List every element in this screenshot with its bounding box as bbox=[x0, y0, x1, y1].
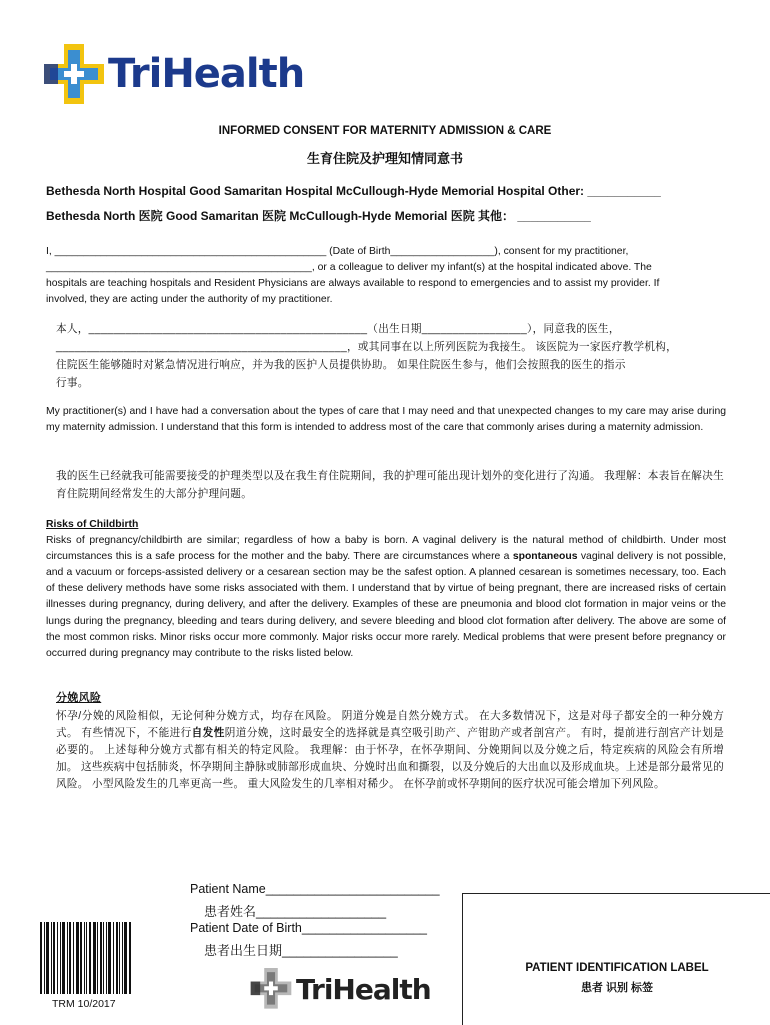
dob-field[interactable]: Patient Date of Birth__________________ bbox=[190, 921, 427, 935]
risks-heading-cn: 分娩风险 bbox=[56, 692, 102, 704]
risks-heading: Risks of Childbirth bbox=[46, 519, 139, 530]
hospital-options-cn[interactable]: Bethesda North 医院 Good Samaritan 医院 McCullough-Hyde Memorial 医院 其他： ___________ bbox=[46, 209, 591, 223]
dob-field-cn[interactable]: 患者出生日期________________ bbox=[204, 943, 398, 958]
hospital-options[interactable]: Bethesda North Hospital Good Samaritan Hospital McCullough-Hyde Memorial Hospital Other: ___________ bbox=[46, 184, 661, 198]
risks-cn bbox=[56, 690, 724, 793]
risks-en-text: vaginal delivery is not possible, and a vacuum or forceps-assisted delivery or a cesarean section may be the safest option. A planned cesarean is sometimes necessary, too. Each of these delivery methods have some risks associated with them. I understand that by virtue of being pregnant, there are increased risks of certain illnesses during pregnancy, during delivery, and after the delivery. Examples of these are pneumonia and blood clot formation in major veins or the lungs during the pregnancy, bleeding and tears during delivery, and severe bleeding and blood clot formation after delivery. The above are some of the most common risks. Minor risks occur more commonly. Major risks occur more rarely. Medical problems that were present before pregnancy or occurred during pregnancy may contribute to the risks listed below. bbox=[46, 551, 726, 659]
barcode bbox=[40, 922, 133, 994]
label-title: PATIENT IDENTIFICATION LABEL bbox=[525, 962, 709, 974]
consent-en-line: I, _______________________________________________ (Date of Birth__________________), consent for my practitioner, bbox=[46, 246, 629, 257]
consent-en-line: ______________________________________________, or a colleague to deliver my infant(s) at the hospital indicated above. The bbox=[46, 262, 652, 274]
trihealth-logo bbox=[44, 44, 305, 108]
consent-cn-line: 本人，_____________________________________________（出生日期_________________），同意我的医生， bbox=[56, 323, 620, 335]
form-code: TRM 10/2017 bbox=[52, 998, 116, 1010]
risks-cn-text: 怀孕/分娩的风险相似，无论何种分娩方式，均存在风险。 阴道分娩是自然分娩方式。 在大多数情况下，这是对母子都安全的一种分娩方式。 有些情况下，不能进行 bbox=[56, 710, 724, 739]
footer-logo-text: TriHealth bbox=[296, 973, 431, 1006]
label-title-cn: 患者 识别 标签 bbox=[580, 982, 654, 994]
patient-name-field-cn[interactable]: 患者姓名__________________ bbox=[204, 904, 387, 919]
logo-text: TriHealth bbox=[108, 51, 305, 97]
trihealth-cross-icon bbox=[44, 44, 104, 106]
consent-cn-line: _______________________________________________，或其同事在以上所列医院为我接生。 该医院为一家医疗教学机构， bbox=[56, 341, 678, 353]
conversation-en: My practitioner(s) and I have had a conversation about the types of care that I may need and that unexpected changes to my care may arise during my maternity admission. I understand that this form is intended to address most of the care that commonly arises during a maternity admission. bbox=[46, 406, 726, 434]
risks-en bbox=[46, 517, 726, 662]
form-title-cn: 生育住院及护理知情同意书 bbox=[306, 151, 463, 166]
footer-logo bbox=[250, 968, 430, 1012]
risks-cn-text: 阴道分娩，这时最安全的选择就是真空吸引助产、产钳助产或者剖宫产。 有时，提前进行剖宫产计划是必要的。 上述每种分娩方式都有相关的特定风险。 我理解：由于怀孕，在怀孕期间、分娩期间以及分娩之后，特定疾病的风险会有所增加。 这些疾病中包括肺炎，怀孕期间主静脉或肺部形成血块、分娩时出血和撕裂，以及分娩后的大出血以及形成血块。上述是部分最常见的风险。 小型风险发生的几率更高一些。 重大风险发生的几率相对稀少。 在怀孕前或怀孕期间的医疗状况可能会增加下列风险。 bbox=[56, 727, 725, 790]
consent-cn bbox=[56, 320, 724, 392]
consent-en-line: involved, they are acting under the authority of my practitioner. bbox=[46, 294, 333, 306]
consent-cn-line: 住院医生能够随时对紧急情况进行响应，并为我的医护人员提供协助。 如果住院医生参与，他们会按照我的医生的指示 bbox=[56, 359, 626, 371]
conversation-cn: 我的医生已经就我可能需要接受的护理类型以及在我生育住院期间，我的护理可能出现计划外的变化进行了沟通。 我理解：本表旨在解决生育住院期间经常发生的大部分护理问题。 bbox=[56, 470, 724, 500]
patient-name-field[interactable]: Patient Name_________________________ bbox=[190, 882, 440, 896]
consent-en bbox=[46, 244, 726, 308]
risks-en-bold: spontaneous bbox=[512, 551, 578, 563]
risks-cn-body bbox=[56, 708, 724, 793]
patient-id-label-box bbox=[462, 893, 770, 1025]
risks-en-body bbox=[46, 533, 726, 662]
risks-en-text: Risks of pregnancy/childbirth are similar; regardless of how a baby is born. A vaginal delivery is the natural method of childbirth. Under most circumstances this is a safe process for the mother and the baby. There are circumstances where a bbox=[46, 535, 726, 563]
consent-en-line: hospitals are teaching hospitals and Resident Physicians are always available to respond to emergencies and to assist my provider. If bbox=[46, 278, 660, 290]
consent-cn-line: 行事。 bbox=[56, 377, 89, 389]
form-title: INFORMED CONSENT FOR MATERNITY ADMISSION & CARE bbox=[218, 125, 552, 137]
risks-cn-bold: 自发性 bbox=[191, 727, 225, 739]
trihealth-cross-icon bbox=[250, 968, 292, 1010]
